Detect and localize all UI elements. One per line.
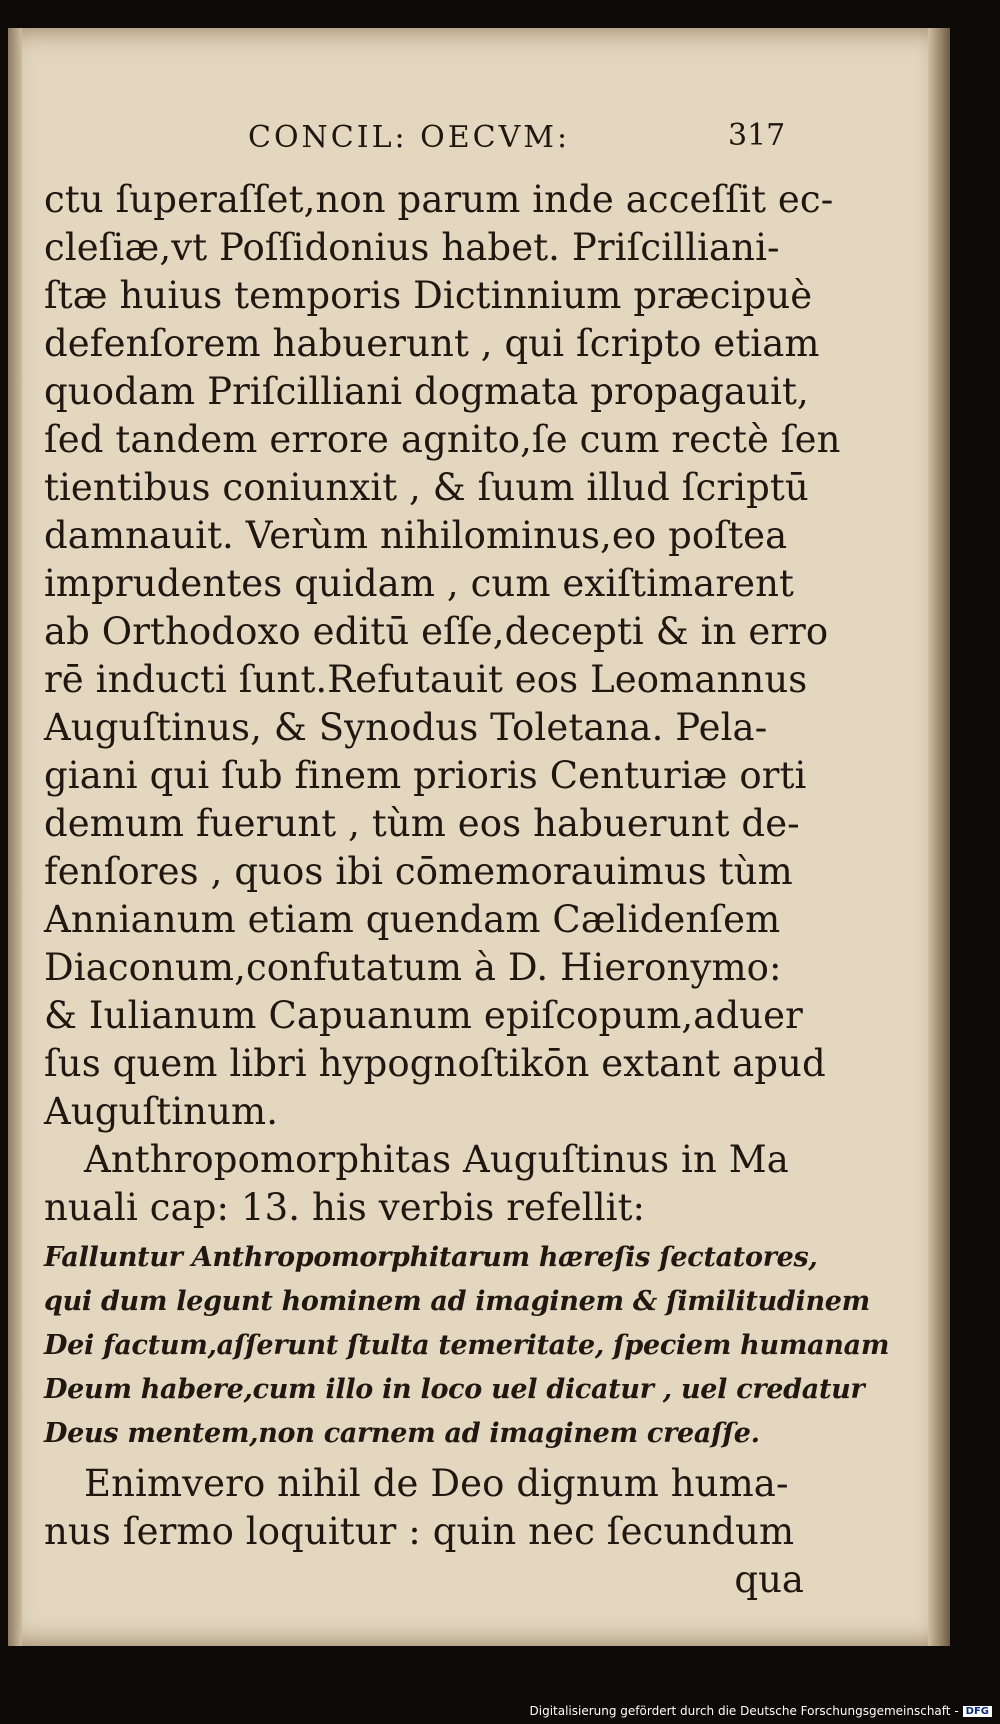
paragraph-line: nus ſermo loquitur : quin nec ſecundum xyxy=(44,1510,795,1553)
credit-text: Digitalisierung gefördert durch die Deutsche Forschungsgemeinschaft - xyxy=(529,1704,959,1718)
paragraph-line: Anthropomorphitas Auguſtinus in Ma xyxy=(84,1138,789,1181)
text-line: ſtæ huius temporis Dictinnium præcipuè xyxy=(44,274,813,317)
text-line: rē inducti ſunt.Refutauit eos Leomannus xyxy=(44,658,808,701)
text-line: quodam Priſcilliani dogmata propagauit, xyxy=(44,370,809,413)
text-line: Annianum etiam quendam Cælidenſem xyxy=(44,898,781,941)
running-head: CONCIL: OECVM: xyxy=(248,120,571,155)
quote-line: Dei factum,aſſerunt ſtulta temeritate, ſpeciem humanam xyxy=(44,1330,890,1361)
text-line: Diaconum,confutatum à D. Hieronymo: xyxy=(44,946,782,989)
text-line: fenſores , quos ibi cōmemorauimus tùm xyxy=(44,850,793,893)
text-line: ctu ſuperaſſet,non parum inde acceſſit ec- xyxy=(44,178,834,221)
paragraph-line: Enimvero nihil de Deo dignum huma- xyxy=(84,1462,789,1505)
text-line: ab Orthodoxo editū eſſe,decepti & in erro xyxy=(44,610,829,653)
dfg-logo-icon: DFG xyxy=(963,1706,992,1717)
paragraph-line: nuali cap: 13. his verbis refellit: xyxy=(44,1186,646,1229)
text-line: Auguſtinum. xyxy=(44,1090,279,1133)
catchword: qua xyxy=(734,1558,804,1601)
page-left-edge xyxy=(8,28,22,1646)
text-line: tientibus coniunxit , & ſuum illud ſcriptū xyxy=(44,466,809,509)
quote-line: qui dum legunt hominem ad imaginem & ſimilitudinem xyxy=(44,1286,870,1317)
quote-line: Falluntur Anthropomorphitarum hæreſis ſectatores, xyxy=(44,1242,818,1273)
text-line: ſus quem libri hypognoſtikōn extant apud xyxy=(44,1042,826,1085)
text-line: imprudentes quidam , cum exiſtimarent xyxy=(44,562,795,605)
body-text xyxy=(44,176,890,1604)
text-line: demum fuerunt , tùm eos habuerunt de- xyxy=(44,802,800,845)
text-line: ſed tandem errore agnito,ſe cum rectè ſen xyxy=(44,418,841,461)
quotation-block xyxy=(44,1236,890,1456)
digitization-credit xyxy=(530,1704,993,1718)
quote-line: Deum habere,cum illo in loco uel dicatur , uel credatur xyxy=(44,1374,865,1405)
quote-line: Deus mentem,non carnem ad imaginem creaſſe. xyxy=(44,1418,760,1449)
text-line: giani qui ſub finem prioris Centuriæ orti xyxy=(44,754,807,797)
text-line: defenſorem habuerunt , qui ſcripto etiam xyxy=(44,322,820,365)
text-line: & Iulianum Capuanum epiſcopum,aduer xyxy=(44,994,803,1037)
book-page xyxy=(8,28,950,1646)
page-number: 317 xyxy=(728,118,786,153)
page-right-edge xyxy=(928,28,950,1646)
text-line: Auguſtinus, & Synodus Toletana. Pela- xyxy=(44,706,768,749)
text-line: cleſiæ,vt Poſſidonius habet. Priſcilliani- xyxy=(44,226,780,269)
text-line: damnauit. Verùm nihilominus,eo poſtea xyxy=(44,514,788,557)
